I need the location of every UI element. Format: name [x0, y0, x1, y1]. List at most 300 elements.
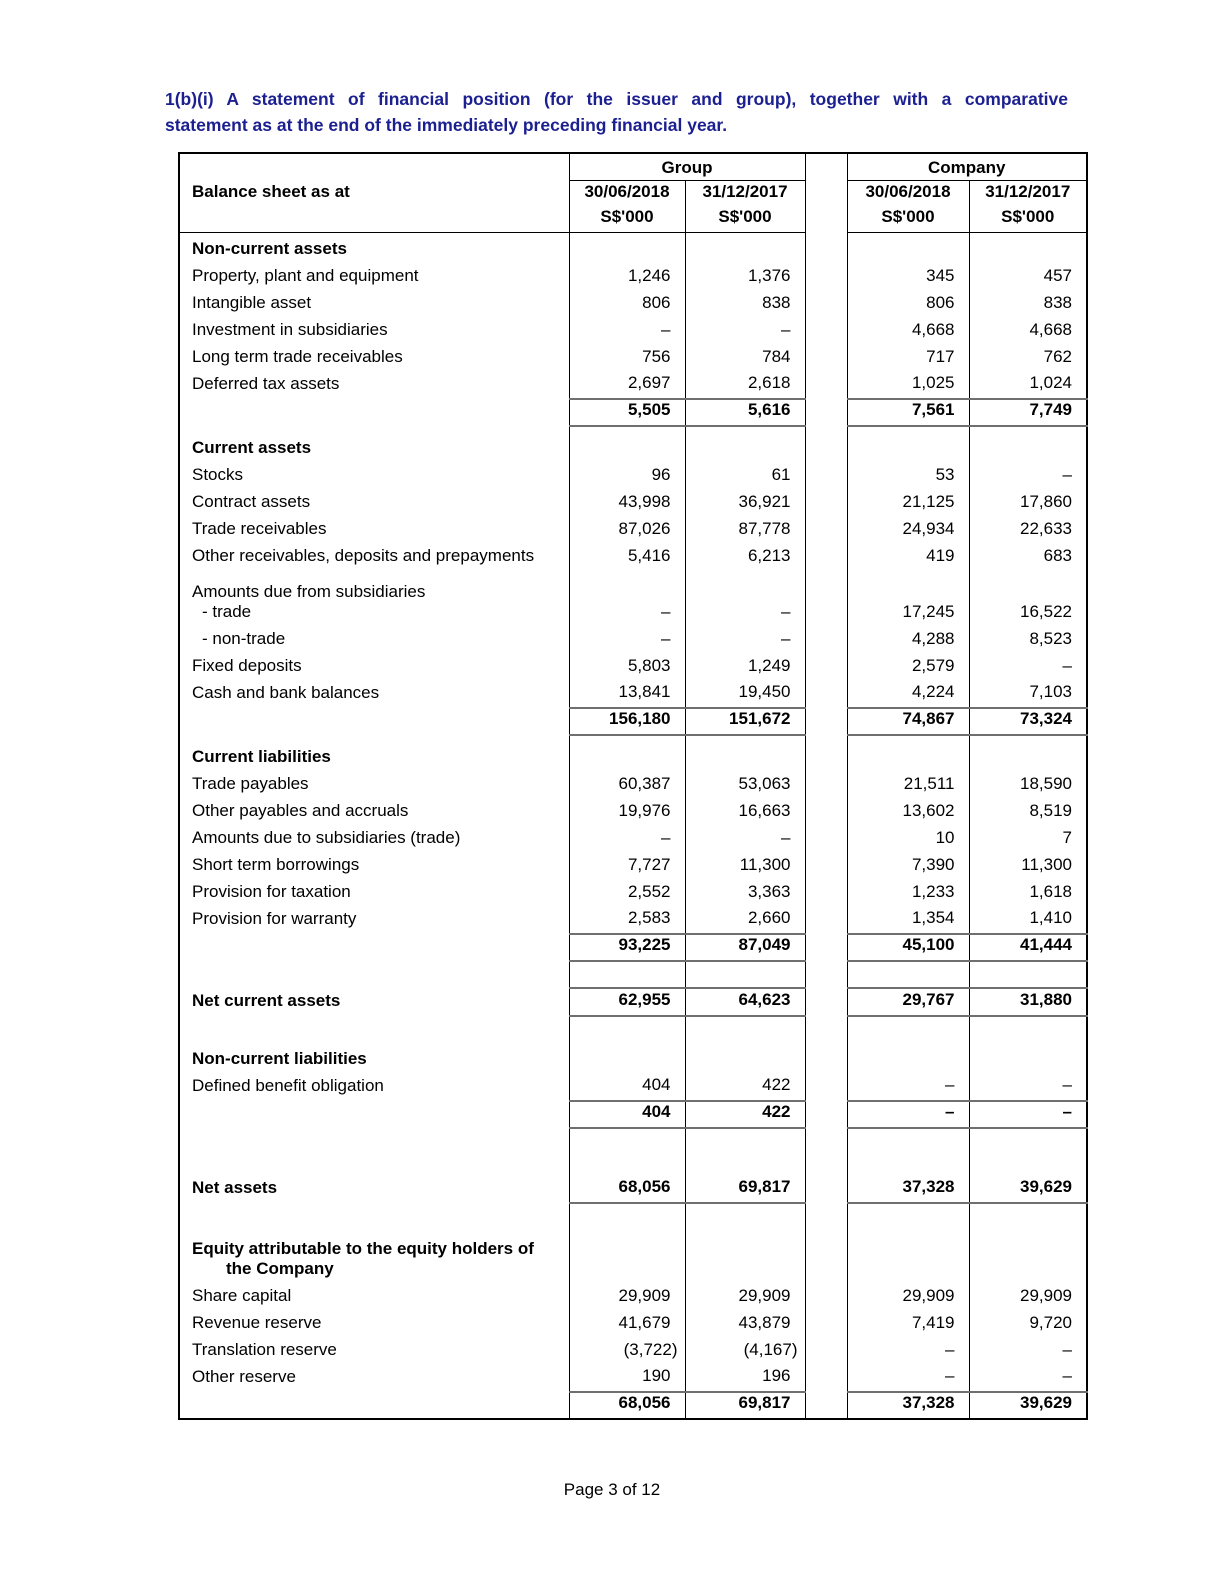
table-row: [179, 1016, 1087, 1043]
group-2017-value: 151,672: [685, 708, 805, 735]
company-2018-value: 74,867: [847, 708, 969, 735]
group-2018-value: [569, 1230, 685, 1284]
table-row: [179, 602, 1087, 627]
column-spacer: [805, 291, 847, 318]
group-2018-value: 62,955: [569, 988, 685, 1016]
group-2017-value: (4,167): [685, 1338, 805, 1365]
row-label: Net assets: [179, 1175, 569, 1203]
company-2018-value: 7,561: [847, 399, 969, 426]
group-2018-value: 756: [642, 346, 671, 366]
group-2018-value: 5,803: [627, 655, 671, 675]
company-2018-value: 13,602: [902, 800, 955, 820]
group-2018-value: 43,998: [618, 491, 671, 511]
table-row: [179, 318, 1087, 345]
column-spacer: [805, 372, 847, 399]
row-label: Translation reserve: [179, 1338, 569, 1365]
group-2017-value: 838: [685, 291, 805, 318]
group-2018-value: 190: [642, 1365, 671, 1385]
company-2017-value: –: [969, 1101, 1087, 1128]
group-2017-value: –: [685, 826, 805, 853]
group-2017-value: 5,616: [685, 399, 805, 426]
column-spacer: [805, 681, 847, 708]
group-2017-value: [685, 735, 805, 772]
table-row: [179, 426, 1087, 463]
company-2018-value: 4,288: [911, 628, 955, 648]
company-2018-value: 37,328: [847, 1392, 969, 1419]
company-2017-value: 4,668: [969, 318, 1087, 345]
column-spacer: [805, 426, 847, 463]
row-label: Current liabilities: [179, 735, 569, 772]
company-2017-value: 11,300: [969, 853, 1087, 880]
company-2017-value: 457: [969, 264, 1087, 291]
group-2018-value: 404: [569, 1101, 685, 1128]
group-2018-value: 1,246: [627, 265, 671, 285]
row-label: Amounts due to subsidiaries (trade): [179, 826, 569, 853]
column-spacer: [805, 907, 847, 934]
column-spacer: [805, 988, 847, 1016]
column-spacer: [805, 1101, 847, 1128]
group-2017-value: [685, 1043, 805, 1074]
company-2018-value: [847, 961, 969, 988]
column-spacer: [805, 934, 847, 961]
table-row: [179, 544, 1087, 571]
row-label: [179, 708, 569, 735]
group-2018-value: –: [661, 319, 671, 339]
group-2018-value: 2,697: [627, 372, 671, 392]
column-spacer: [805, 799, 847, 826]
group-2018-value: 404: [642, 1074, 671, 1094]
column-spacer: [805, 463, 847, 490]
row-label: Revenue reserve: [179, 1311, 569, 1338]
company-2017-value: [969, 1128, 1087, 1175]
group-2017-value: [685, 961, 805, 988]
company-2017-value: 762: [969, 345, 1087, 372]
group-2018-value: 5,505: [569, 399, 685, 426]
company-2018-value: 37,328: [847, 1175, 969, 1203]
row-label: Property, plant and equipment: [179, 264, 569, 291]
table-row: [179, 372, 1087, 399]
row-label: Trade payables: [179, 772, 569, 799]
company-2018-value: 10: [935, 827, 955, 847]
company-2017-value: 7: [969, 826, 1087, 853]
column-spacer: [805, 517, 847, 544]
table-row: [179, 708, 1087, 735]
group-2018-value: 41,679: [618, 1312, 671, 1332]
group-2017-value: [685, 1203, 805, 1230]
group-2018-value: 806: [642, 292, 671, 312]
group-2018-value: –: [661, 628, 671, 648]
group-2018-value: [569, 1203, 685, 1230]
company-2018-value: 7,390: [911, 854, 955, 874]
company-2017-value: 8,523: [969, 627, 1087, 654]
group-2017-value: 2,618: [685, 372, 805, 399]
company-2018-value: [847, 1203, 969, 1230]
balance-sheet-header: [179, 153, 1087, 233]
group-2018-value: 68,056: [569, 1392, 685, 1419]
page-number: Page 3 of 12: [563, 1480, 661, 1499]
balance-sheet-body: [179, 233, 1087, 1419]
group-2018-value: [569, 1016, 685, 1043]
company-2018-value: 24,934: [902, 518, 955, 538]
section-title: [165, 86, 1068, 138]
table-row: [179, 654, 1087, 681]
company-2018-value: 345: [926, 265, 955, 285]
column-spacer: [805, 544, 847, 571]
row-label: Fixed deposits: [179, 654, 569, 681]
column-spacer: [805, 1074, 847, 1101]
row-label: [179, 1392, 569, 1419]
column-spacer: [805, 735, 847, 772]
group-2018-value: 2,552: [627, 881, 671, 901]
column-spacer: [805, 853, 847, 880]
column-spacer: [805, 264, 847, 291]
column-spacer: [805, 153, 847, 233]
group-2018-value: 19,976: [618, 800, 671, 820]
row-label: [179, 1101, 569, 1128]
company-column-header: Company: [847, 153, 1087, 180]
group-2018-value: [569, 426, 685, 463]
company-2017-value: 41,444: [969, 934, 1087, 961]
company-2018-value: [847, 1043, 969, 1074]
table-row: [179, 345, 1087, 372]
group-2017-value: 36,921: [685, 490, 805, 517]
table-row: [179, 490, 1087, 517]
column-spacer: [805, 1203, 847, 1230]
table-row: [179, 735, 1087, 772]
column-spacer: [805, 233, 847, 264]
company-2018-value: 1,354: [911, 907, 955, 927]
company-2017-value: 39,629: [969, 1392, 1087, 1419]
group-2017-value: 29,909: [685, 1284, 805, 1311]
column-spacer: [805, 571, 847, 602]
company-2017-value: 16,522: [969, 602, 1087, 627]
group-2017-value: 64,623: [685, 988, 805, 1016]
group-2018-value: 13,841: [618, 681, 671, 701]
table-row: [179, 1101, 1087, 1128]
column-spacer: [805, 490, 847, 517]
table-row: [179, 961, 1087, 988]
company-2017-value: [969, 1203, 1087, 1230]
company-2017-value: –: [969, 1338, 1087, 1365]
group-2017-value: 69,817: [685, 1392, 805, 1419]
company-2017-value: 1,618: [969, 880, 1087, 907]
group-2018-value: (3,722): [623, 1339, 678, 1359]
table-row: [179, 1230, 1087, 1284]
company-2018-value: [847, 233, 969, 264]
company-2018-value: –: [847, 1101, 969, 1128]
company-2017-value: [969, 1043, 1087, 1074]
row-label: Long term trade receivables: [179, 345, 569, 372]
table-row: [179, 853, 1087, 880]
row-label: Non-current liabilities: [179, 1043, 569, 1074]
row-label: Trade receivables: [179, 517, 569, 544]
group-2017-value: [685, 1230, 805, 1284]
table-row: [179, 880, 1087, 907]
row-label: Provision for warranty: [179, 907, 569, 934]
company-2018-value: 21,125: [902, 491, 955, 511]
corner-label: Balance sheet as at: [179, 153, 569, 233]
table-row: [179, 463, 1087, 490]
company-2017-value: –: [969, 654, 1087, 681]
column-spacer: [805, 1230, 847, 1284]
company-2017-value: [969, 1016, 1087, 1043]
company-2018-value: [847, 1016, 969, 1043]
company-2018-value: [847, 571, 969, 602]
group-2017-value: [685, 1016, 805, 1043]
group-date-2018: 30/06/2018: [584, 182, 670, 201]
table-row: [179, 1074, 1087, 1101]
table-row: [179, 799, 1087, 826]
group-column-header: Group: [569, 153, 805, 180]
row-label: Investment in subsidiaries: [179, 318, 569, 345]
column-spacer: [805, 826, 847, 853]
group-2017-value: 53,063: [685, 772, 805, 799]
group-2017-value: 6,213: [685, 544, 805, 571]
company-2017-value: 29,909: [969, 1284, 1087, 1311]
company-2018-value: 7,419: [911, 1312, 955, 1332]
group-2017-value: 43,879: [685, 1311, 805, 1338]
table-row: [179, 517, 1087, 544]
column-spacer: [805, 1128, 847, 1175]
company-2018-value: [847, 1128, 969, 1175]
group-2017-value: 61: [685, 463, 805, 490]
table-row: [179, 233, 1087, 264]
row-label: Defined benefit obligation: [179, 1074, 569, 1101]
table-row: [179, 772, 1087, 799]
column-spacer: [805, 1016, 847, 1043]
group-2017-value: –: [685, 318, 805, 345]
row-label: Share capital: [179, 1284, 569, 1311]
company-2017-value: 31,880: [969, 988, 1087, 1016]
group-2017-value: 3,363: [685, 880, 805, 907]
group-2018-value: 5,416: [627, 545, 671, 565]
company-2018-value: –: [945, 1074, 955, 1094]
group-2018-value: 7,727: [627, 854, 671, 874]
row-label: Non-current assets: [179, 233, 569, 264]
table-row: [179, 627, 1087, 654]
row-label-line1: Equity attributable to the equity holders of: [192, 1238, 534, 1258]
row-label: [179, 934, 569, 961]
company-2017-value: [969, 426, 1087, 463]
group-2017-value: [685, 233, 805, 264]
company-2017-value: 9,720: [969, 1311, 1087, 1338]
group-2018-value: [569, 961, 685, 988]
group-2017-value: 784: [685, 345, 805, 372]
group-2017-value: [685, 1128, 805, 1175]
column-spacer: [805, 772, 847, 799]
company-2017-value: –: [969, 1365, 1087, 1392]
column-spacer: [805, 1365, 847, 1392]
company-2018-value: –: [945, 1365, 955, 1385]
company-2018-value: 717: [926, 346, 955, 366]
company-2017-value: 17,860: [969, 490, 1087, 517]
group-2018-value: [569, 233, 685, 264]
group-2017-value: –: [685, 602, 805, 627]
company-2018-value: 53: [935, 464, 955, 484]
company-date-2018: 30/06/2018: [865, 182, 951, 201]
company-2018-value: 17,245: [902, 601, 955, 621]
row-label: [179, 399, 569, 426]
column-spacer: [805, 318, 847, 345]
column-spacer: [805, 345, 847, 372]
row-label: [179, 961, 569, 988]
group-2018-value: –: [661, 601, 671, 621]
column-spacer: [805, 627, 847, 654]
company-2017-value: [969, 1230, 1087, 1284]
company-2018-value: 21,511: [903, 773, 955, 793]
company-2018-value: 4,668: [911, 319, 955, 339]
company-2018-value: 806: [926, 292, 955, 312]
row-label: Cash and bank balances: [179, 681, 569, 708]
column-spacer: [805, 1392, 847, 1419]
company-2017-value: –: [969, 463, 1087, 490]
group-2018-value: 87,026: [618, 518, 671, 538]
row-label: Intangible asset: [179, 291, 569, 318]
company-2018-value: –: [945, 1339, 955, 1359]
group-2018-value: [569, 735, 685, 772]
column-spacer: [805, 1311, 847, 1338]
group-2017-value: 19,450: [685, 681, 805, 708]
row-label: Stocks: [179, 463, 569, 490]
section-title-line1: 1(b)(i) A statement of financial position (for the issuer and group), together with a comparative: [165, 89, 1068, 109]
group-2018-value: –: [661, 827, 671, 847]
row-label: [179, 1128, 569, 1175]
table-row: [179, 1175, 1087, 1203]
row-label: Other payables and accruals: [179, 799, 569, 826]
company-unit-2018: S$'000: [847, 207, 969, 233]
group-2017-value: 1,376: [685, 264, 805, 291]
row-label: Current assets: [179, 426, 569, 463]
company-2018-value: 2,579: [911, 655, 955, 675]
column-spacer: [805, 880, 847, 907]
column-spacer: [805, 1284, 847, 1311]
group-2018-value: 2,583: [627, 907, 671, 927]
company-2018-value: [847, 735, 969, 772]
row-label: - non-trade: [179, 627, 569, 654]
table-row: [179, 826, 1087, 853]
table-row: [179, 934, 1087, 961]
company-2017-value: [969, 961, 1087, 988]
group-date-2017: 31/12/2017: [685, 180, 805, 207]
group-2017-value: 87,778: [685, 517, 805, 544]
company-2018-value: [847, 426, 969, 463]
group-2018-value: 60,387: [618, 773, 671, 793]
row-label: Short term borrowings: [179, 853, 569, 880]
group-2018-value: [569, 1043, 685, 1074]
company-2017-value: [969, 735, 1087, 772]
table-row: [179, 1128, 1087, 1175]
group-2018-value: 96: [651, 464, 671, 484]
header-row-span: [179, 153, 1087, 180]
group-2017-value: 196: [685, 1365, 805, 1392]
group-2017-value: [685, 571, 805, 602]
row-label: [179, 1230, 569, 1284]
company-2017-value: [969, 233, 1087, 264]
table-row: [179, 1338, 1087, 1365]
row-label: Other receivables, deposits and prepayments: [179, 544, 569, 571]
company-date-2017: 31/12/2017: [969, 180, 1087, 207]
group-unit-2017: S$'000: [685, 207, 805, 233]
table-row: [179, 988, 1087, 1016]
row-label: [179, 1203, 569, 1230]
column-spacer: [805, 602, 847, 627]
column-spacer: [805, 708, 847, 735]
company-2018-value: [847, 1230, 969, 1284]
column-spacer: [805, 1175, 847, 1203]
company-2017-value: 1,410: [969, 907, 1087, 934]
company-2017-value: 39,629: [969, 1175, 1087, 1203]
group-2017-value: [685, 426, 805, 463]
company-unit-2017: S$'000: [969, 207, 1087, 233]
table-row: [179, 681, 1087, 708]
row-label-line2: the Company: [226, 1258, 334, 1278]
row-label: [179, 1016, 569, 1043]
company-2017-value: 7,103: [969, 681, 1087, 708]
column-spacer: [805, 961, 847, 988]
row-label: Provision for taxation: [179, 880, 569, 907]
company-2017-value: 73,324: [969, 708, 1087, 735]
company-2018-value: 1,233: [911, 881, 955, 901]
group-2017-value: 11,300: [685, 853, 805, 880]
company-2017-value: 18,590: [969, 772, 1087, 799]
company-2017-value: 838: [969, 291, 1087, 318]
column-spacer: [805, 399, 847, 426]
group-2017-value: 16,663: [685, 799, 805, 826]
table-row: [179, 571, 1087, 602]
group-2018-value: 68,056: [569, 1175, 685, 1203]
table-row: [179, 907, 1087, 934]
table-row: [179, 1043, 1087, 1074]
company-2018-value: 4,224: [911, 681, 955, 701]
row-label: Contract assets: [179, 490, 569, 517]
company-2018-value: 419: [926, 545, 955, 565]
company-2018-value: 29,767: [847, 988, 969, 1016]
column-spacer: [805, 1043, 847, 1074]
table-row: [179, 264, 1087, 291]
group-2017-value: 422: [685, 1101, 805, 1128]
company-2017-value: 22,633: [969, 517, 1087, 544]
group-2018-value: 29,909: [618, 1285, 671, 1305]
company-2017-value: [969, 571, 1087, 602]
row-label: - trade: [179, 602, 569, 627]
group-2017-value: 87,049: [685, 934, 805, 961]
company-2017-value: 683: [969, 544, 1087, 571]
table-row: [179, 291, 1087, 318]
group-2018-value: [569, 1128, 685, 1175]
section-title-line2: statement as at the end of the immediately preceding financial year.: [165, 115, 728, 135]
company-2018-value: 45,100: [847, 934, 969, 961]
company-2017-value: 1,024: [969, 372, 1087, 399]
company-2017-value: –: [969, 1074, 1087, 1101]
group-2017-value: 69,817: [685, 1175, 805, 1203]
group-2018-value: 93,225: [569, 934, 685, 961]
column-spacer: [805, 654, 847, 681]
row-label: Net current assets: [179, 988, 569, 1016]
group-2017-value: 1,249: [685, 654, 805, 681]
group-2017-value: 422: [685, 1074, 805, 1101]
table-row: [179, 1392, 1087, 1419]
group-2017-value: –: [685, 627, 805, 654]
table-row: [179, 399, 1087, 426]
company-2018-value: 29,909: [902, 1285, 955, 1305]
group-2018-value: [569, 571, 685, 602]
table-row: [179, 1203, 1087, 1230]
company-2018-value: 1,025: [911, 372, 955, 392]
group-unit-2018: S$'000: [569, 207, 685, 233]
table-row: [179, 1365, 1087, 1392]
column-spacer: [805, 1338, 847, 1365]
table-row: [179, 1284, 1087, 1311]
